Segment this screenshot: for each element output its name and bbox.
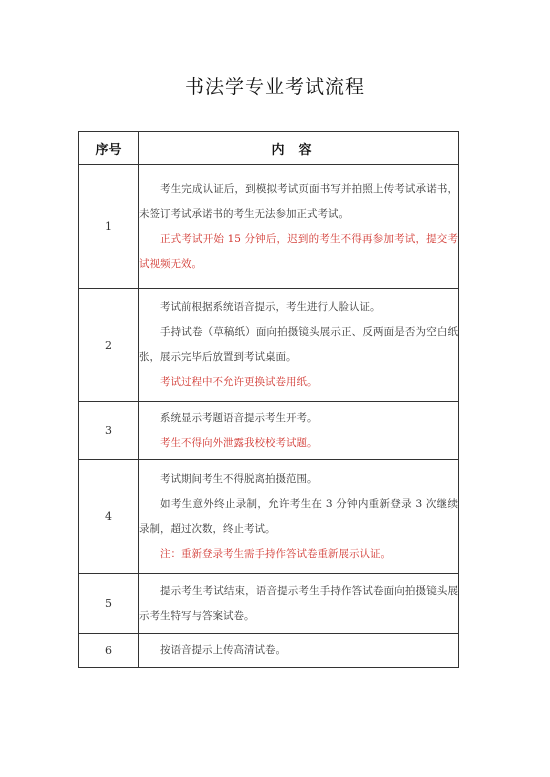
row-paragraph-highlight: 考试过程中不允许更换试卷用纸。 — [160, 376, 318, 388]
row-number: 2 — [79, 289, 139, 402]
row-number: 4 — [79, 460, 139, 574]
row-paragraph: 手持试卷（草稿纸）面向拍摄镜头展示正、反两面是否为空白纸张，展示完毕后放置到考试桌面。 — [139, 326, 458, 363]
row-content — [139, 289, 459, 402]
row-content — [139, 574, 459, 634]
row-paragraph: 系统显示考题语音提示考生开考。 — [160, 411, 318, 424]
row-paragraph-highlight: 考生不得向外泄露我校校考试题。 — [160, 436, 318, 449]
row-paragraph: 提示考生考试结束，语音提示考生手持作答试卷面向拍摄镜头展示考生特写与答案试卷。 — [139, 584, 458, 622]
row-paragraph: 如考生意外终止录制，允许考生在 3 分钟内重新登录 3 次继续录制，超过次数，终止考试。 — [139, 497, 458, 535]
row-content — [139, 460, 459, 574]
header-content: 内容 — [139, 132, 459, 165]
row-paragraph: 按语音提示上传高清试卷。 — [160, 644, 286, 656]
row-content — [139, 402, 459, 460]
row-content — [139, 634, 459, 668]
table-header-row — [79, 132, 459, 165]
table-row — [79, 402, 459, 460]
row-paragraph-highlight: 注：重新登录考生需手持作答试卷重新展示认证。 — [160, 547, 391, 560]
row-number: 6 — [79, 634, 139, 668]
row-number: 3 — [79, 402, 139, 460]
table-row — [79, 574, 459, 634]
table-row — [79, 165, 459, 289]
table-row — [79, 289, 459, 402]
page-title: 书法学专业考试流程 — [184, 76, 365, 98]
row-paragraph: 考试期间考生不得脱离拍摄范围。 — [160, 472, 318, 485]
row-content — [139, 165, 459, 289]
row-number: 5 — [79, 574, 139, 634]
row-paragraph: 考生完成认证后，到模拟考试页面书写并拍照上传考试承诺书，未签订考试承诺书的考生无法参加正式考试。 — [139, 182, 458, 220]
row-paragraph-highlight: 正式考试开始 15 分钟后，迟到的考生不得再参加考试，提交考试视频无效。 — [139, 232, 458, 270]
table-row — [79, 460, 459, 574]
table-row — [79, 634, 459, 668]
row-paragraph: 考试前根据系统语音提示，考生进行人脸认证。 — [160, 301, 381, 313]
exam-process-table — [78, 131, 459, 668]
row-number: 1 — [79, 165, 139, 289]
header-number: 序号 — [79, 132, 139, 165]
